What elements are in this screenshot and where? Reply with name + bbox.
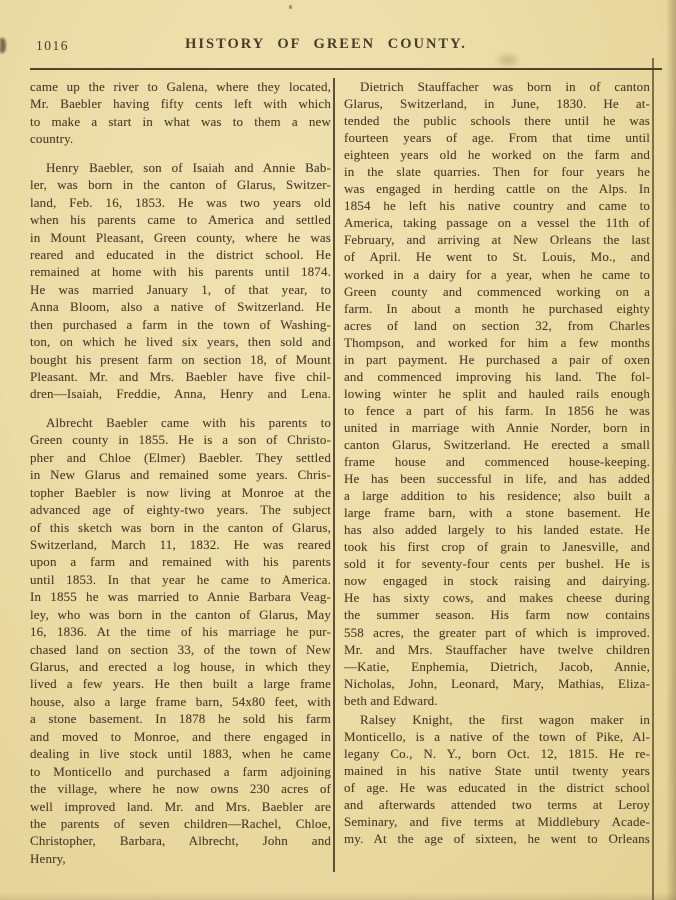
text-line: dealing in live stock until 1883, when he came (30, 746, 331, 762)
text-line: to Monticello and purchased a farm adjoining (30, 763, 331, 779)
text-line: now engaged in stock raising and dairying. (344, 573, 650, 589)
text-line: land, Feb. 16, 1853. He was two years old (30, 194, 331, 210)
text-line: Henry, (30, 850, 66, 866)
text-line: upon a farm and remained with his parents (30, 554, 331, 570)
text-line: and commenced improving his land. The fol- (344, 368, 650, 384)
text-line: Mr. and Mrs. Stauffacher have twelve children (344, 641, 650, 657)
text-line: pher and Chloe (Elmer) Baebler. They settled (30, 449, 331, 465)
text-line: eighteen years old he worked on the farm and (344, 147, 650, 163)
text-line: Glarus, Switzerland, in June, 1830. He at- (344, 96, 650, 112)
text-line: country. (30, 131, 74, 147)
paper-speck (289, 5, 292, 9)
text-line: a stone basement. In 1878 he sold his farm (30, 711, 331, 727)
text-line: Seminary, and five terms at Middlebury Acade- (344, 814, 650, 830)
text-line: the village, where he now owns 230 acres of (30, 781, 331, 797)
text-line: dren—Isaiah, Freddie, Anna, Henry and Lena. (30, 386, 331, 402)
text-line: He has sixty cows, and makes cheese during (344, 590, 650, 606)
text-line: Thompson, and worked for him a few months (344, 334, 650, 350)
text-line: to make a start in what was to them a new (30, 113, 331, 129)
bottom-shadow (0, 892, 676, 900)
text-line: 558 acres, the greater part of which is improved. (344, 624, 650, 640)
paragraph (30, 159, 331, 403)
text-line: Switzerland, March 11, 1832. He was reared (30, 536, 331, 552)
page-edge-line (652, 58, 654, 900)
text-line: reared and educated in the district school. He (30, 246, 331, 262)
text-line: remained at home with his parents until 1874. (30, 264, 331, 280)
text-line: lived a few years. He then built a large frame (30, 676, 331, 692)
text-line: Green county and commenced working on a (344, 283, 650, 299)
text-line: farm. In about a month he purchased eighty (344, 300, 650, 316)
text-line: and moved to Monroe, and there engaged in (30, 728, 331, 744)
left-column (30, 78, 331, 867)
page-edge-shadow (666, 0, 676, 900)
text-line: tended the public schools there until he was (344, 113, 650, 129)
text-line: Dietrich Stauffacher was born in of canton (360, 79, 650, 94)
text-line: February, and arriving at New Orleans the last (344, 232, 650, 248)
paragraph (30, 414, 331, 867)
text-line: Christopher, Barbara, Albrecht, John and (30, 833, 331, 849)
text-line: bought his present farm on section 18, of Mount (30, 351, 331, 367)
text-line: ler, was born in the canton of Glarus, Switzer- (30, 177, 331, 193)
text-line: my. At the age of sixteen, he went to Orleans (344, 831, 650, 847)
text-line: the summer season. His farm now contains (344, 607, 650, 623)
text-line: of age. He was educated in the district school (344, 779, 650, 795)
text-line: to fence a part of his farm. In 1856 he was (344, 402, 650, 418)
text-line: sold it for seventy-four cents per bushel. He is (344, 556, 650, 572)
text-line: acres of land on section 32, from Charles (344, 317, 650, 333)
text-line: large frame barn, with a stone basement. He (344, 505, 650, 521)
text-line: topher Baebler is now living at Monroe at the (30, 484, 331, 500)
text-line: well improved land. Mr. and Mrs. Baebler are (30, 798, 331, 814)
text-line: until 1853. In that year he came to America. (30, 571, 331, 587)
text-line: and afterwards attended two terms at Leroy (344, 796, 650, 812)
text-line: advanced age of eighty-two years. The subject (30, 502, 331, 518)
text-line: came up the river to Galena, where they located, (30, 79, 331, 94)
paper-smudge (498, 55, 518, 65)
text-line: Green county in 1855. He is a son of Christo- (30, 432, 331, 448)
text-line: —Katie, Enphemia, Dietrich, Jacob, Annie, (344, 658, 650, 674)
text-line: has also added largely to his landed estate. He (344, 522, 650, 538)
text-line: chased land on section 33, of the town of New (30, 641, 331, 657)
text-line: in New Glarus and remained some years. Chris- (30, 467, 331, 483)
text-line: In 1855 he was married to Annie Barbara Veag- (30, 589, 331, 605)
paragraph (30, 78, 331, 148)
text-line: ley, who was born in the canton of Glarus, May (30, 606, 331, 622)
text-line: the parents of seven children—Rachel, Chloe, (30, 815, 331, 831)
text-line: fourteen years of age. From that time until (344, 130, 650, 146)
text-line: united in marriage with Annie Norder, born in (344, 419, 650, 435)
text-line: frame house and commenced house-keeping. (344, 454, 650, 470)
text-line: Pleasant. Mr. and Mrs. Baebler have five chil- (30, 369, 331, 384)
text-line: lowing winter he split and hauled rails enough (344, 385, 650, 401)
paragraph (344, 78, 650, 709)
right-column (344, 78, 650, 847)
text-line: Glarus, and erected a log house, in which they (30, 659, 331, 674)
text-line: then purchased a farm in the town of Washing- (30, 316, 331, 332)
paragraph (344, 711, 650, 847)
text-line: He has been successful in life, and has added (344, 471, 650, 487)
text-line: Monticello, is a native of the town of Pike, Al- (344, 728, 650, 744)
text-line: when his parents came to America and settled (30, 212, 331, 228)
text-line: in Mount Pleasant, Green county, where he was (30, 229, 331, 245)
text-line: He was married January 1, of that year, to (30, 281, 331, 297)
text-line: house, also a large frame barn, 54x80 feet, with (30, 693, 331, 709)
page-number: 1016 (36, 38, 69, 53)
text-line: in part payment. He purchased a pair of oxen (344, 351, 650, 367)
column-divider (333, 78, 335, 872)
text-line: Mr. Baebler having fifty cents left with which (30, 96, 331, 112)
text-line: Ralsey Knight, the first wagon maker in (360, 711, 650, 727)
text-line: Albrecht Baebler came with his parents to (46, 414, 331, 430)
text-line: America, taking passage on a vessel the 11th of (344, 215, 650, 231)
text-line: of April. He went to St. Louis, Mo., and (344, 249, 650, 265)
text-line: mained in his native State until twenty years (344, 762, 650, 778)
text-line: of this sketch was born in the canton of Glarus, (30, 519, 331, 535)
text-line: a large addition to his residence; also built a (344, 488, 650, 504)
text-line: Nicholas, John, Leonard, Mary, Mathias, Eliza- (344, 675, 650, 691)
text-line: worked in a dairy for a year, when he came to (344, 266, 650, 282)
header-rule (30, 68, 662, 70)
text-line: was engaged in herding cattle on the Alps. In (344, 181, 650, 197)
text-line: 16, 1836. At the time of his marriage he pur- (30, 624, 331, 640)
text-line: beth and Edward. (344, 692, 438, 708)
text-line: canton Glarus, Switzerland. He erected a small (344, 436, 650, 452)
page-title: HISTORY OF GREEN COUNTY. (185, 36, 467, 52)
text-line: ton, on which he lived six years, then sold and (30, 334, 331, 350)
text-line: in the slate quarries. Then for four years he (344, 164, 650, 180)
text-line: Anna Bloom, also a native of Switzerland. He (30, 299, 331, 315)
text-line: Henry Baebler, son of Isaiah and Annie Bab- (46, 159, 331, 175)
text-line: legany Co., N. Y., born Oct. 12, 1815. He re- (344, 745, 650, 761)
text-line: 1854 he left his native country and came to (344, 198, 650, 214)
text-line: took his first crop of grain to Janesville, and (344, 539, 650, 555)
